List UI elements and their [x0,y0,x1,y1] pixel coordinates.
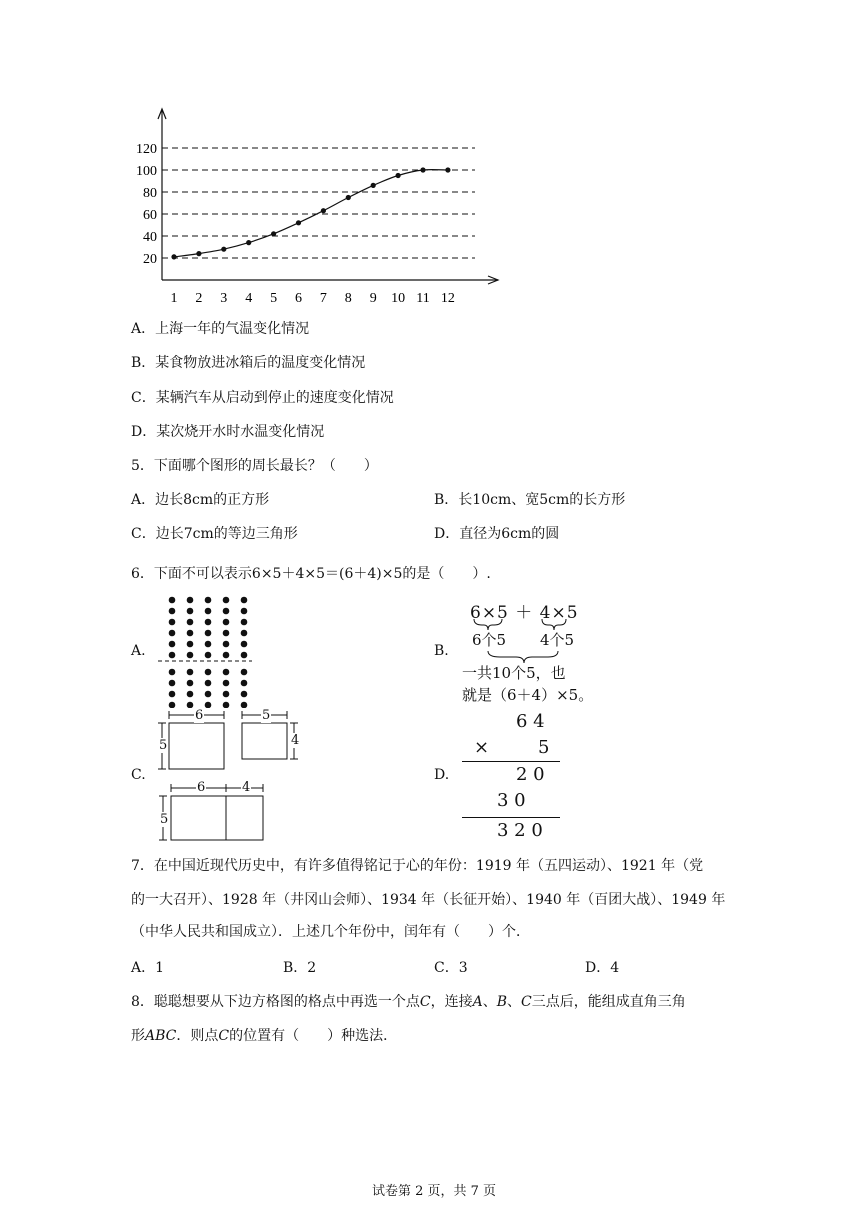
q4-option-a: A．上海一年的气温变化情况 [131,321,310,337]
q8-line2 [131,1025,397,1045]
q8-text-1: 8．聪聪想要从下边方格图的格点中再选一个点 [131,994,420,1010]
x-tick-label: 8 [344,291,352,305]
q8-text-6: 的位置有（ ）种选法． [229,1028,398,1044]
dot [241,691,248,698]
data-point [371,183,376,188]
dot [223,630,230,637]
q8-point-a: A [472,994,483,1010]
y-tick-label: 120 [136,142,157,157]
data-point [346,195,351,200]
x-tick-label: 4 [245,291,253,305]
dot-array-figure [156,592,256,708]
d-partial-2: 3 0 [497,790,526,811]
dot [187,691,194,698]
dot [241,608,248,615]
y-tick-label: 20 [143,252,157,267]
q6-stem: 6．下面不可以表示6×5＋4×5＝(6＋4)×5的是（ ）. [131,566,491,582]
dot [241,641,248,648]
q6-b-left-brace-label: 6个5 [472,631,507,649]
dot [187,669,194,676]
data-point [271,231,276,236]
dot [241,597,248,604]
q4-option-d: D．某次烧开水时水温变化情况 [131,424,325,440]
q5-stem: 5．下面哪个图形的周长最长？（ ） [131,458,378,474]
q8-sep-2: 、 [507,994,522,1010]
q8-point-c-3: C [218,1028,230,1044]
q8-text-5: ．则点 [176,1028,219,1044]
d-multiplier: 5 [538,737,550,758]
c-height-3: 5 [160,812,169,827]
dot [169,669,176,676]
dot [223,691,230,698]
q8-point-b: B [496,994,508,1010]
x-tick-label: 10 [391,291,406,305]
q6-label-c: C. [131,767,146,783]
data-point [445,167,450,172]
dot [187,619,194,626]
q8-sep-1: 、 [482,994,497,1010]
dot [241,669,248,676]
dot [169,619,176,626]
dot [223,669,230,676]
y-tick-label: 100 [136,164,157,179]
c-width-4: 4 [242,780,251,795]
dot [241,652,248,659]
q5-option-c: C．边长7cm的等边三角形 [131,526,298,542]
x-tick-label: 11 [416,291,430,305]
d-result: 3 2 0 [497,820,543,841]
y-tick-label: 60 [143,208,157,223]
data-point [420,167,425,172]
q7-line1: 7．在中国近现代历史中，有许多值得铭记于心的年份：1919 年（五四运动）、1921 年（党 [131,858,704,874]
d-rule-1 [462,761,560,762]
dot [187,652,194,659]
x-tick-labels [171,291,455,305]
dot [169,652,176,659]
q6-b-expression: 6×5 ＋ 4×5 [470,603,579,623]
dot [187,630,194,637]
q6-b-text-line1: 一共10个5，也 [462,664,566,682]
data-point [246,240,251,245]
q7-option-a: A．1 [131,960,165,976]
c-width-3: 6 [197,780,206,795]
y-tick-label: 40 [143,230,157,245]
dot [169,630,176,637]
dot [205,691,212,698]
c-width-1: 6 [195,708,204,723]
dot [187,597,194,604]
dot [241,630,248,637]
x-tick-label: 1 [170,291,178,305]
q7-line2: 的一大召开）、1928 年（井冈山会师）、1934 年（长征开始）、1940 年（百团大战）、1949 年 [131,892,726,908]
q8-triangle-abc: ABC [145,1028,177,1044]
dot [205,652,212,659]
q8-text-4: 形 [131,1028,145,1044]
dot [223,597,230,604]
chart-grid [162,148,475,258]
x-tick-label: 7 [319,291,327,305]
rectangle-figures [156,706,306,846]
dot [223,619,230,626]
q6-b-text-line2: 就是（6＋4）×5。 [462,686,594,704]
dot [223,608,230,615]
q5-option-a: A．边长8cm的正方形 [131,492,270,508]
dot [223,652,230,659]
dot [187,608,194,615]
dot [187,680,194,687]
q6-label-a: A. [131,643,146,659]
q7-option-d: D．4 [585,960,620,976]
q5-option-d: D．直径为6cm的圆 [434,526,560,542]
q5-option-b: B．长10cm、宽5cm的长方形 [434,492,626,508]
q7-line3: （中华人民共和国成立）．上述几个年份中，闰年有（ ）个． [131,924,530,940]
series-line [174,170,448,257]
dot [205,641,212,648]
q8-point-c-2: C [521,994,532,1010]
q7-option-b: B．2 [283,960,317,976]
y-tick-labels [136,142,157,267]
data-point [171,254,176,259]
data-point [296,220,301,225]
dot [169,680,176,687]
x-tick-label: 6 [295,291,302,305]
x-tick-label: 3 [220,291,228,305]
d-rule-2 [462,817,560,818]
q8-point-c: C [419,994,431,1010]
page-footer: 试卷第 2 页，共 7 页 [371,1184,497,1199]
q8-text-2: ，连接 [430,994,473,1010]
c-height-2: 4 [291,733,300,748]
x-tick-label: 2 [195,291,203,305]
dot [223,641,230,648]
data-point [396,173,401,178]
dot [169,691,176,698]
dot [205,669,212,676]
dot [169,597,176,604]
dot [223,680,230,687]
dot [169,608,176,615]
dot [205,608,212,615]
q7-option-c: C．3 [434,960,468,976]
q8-line1 [131,991,686,1011]
x-tick-label: 5 [270,291,278,305]
dot [241,619,248,626]
dot [205,680,212,687]
data-point [196,251,201,256]
data-point [221,247,226,252]
x-tick-label: 12 [440,291,455,305]
y-tick-label: 80 [143,186,157,201]
dot [187,641,194,648]
dot [205,597,212,604]
series-points [171,167,450,259]
dot [241,680,248,687]
c-height-1: 5 [159,738,168,753]
q6-label-d: D. [434,767,450,783]
x-tick-label: 9 [369,291,377,305]
d-times-sign: × [474,737,490,758]
c-width-2: 5 [262,708,271,723]
d-multiplicand: 6 4 [516,711,545,732]
q8-text-3: 三点后，能组成直角三角 [531,994,686,1010]
dot [205,619,212,626]
dot [205,630,212,637]
data-point [321,208,326,213]
q6-b-right-brace-label: 4个5 [540,631,575,649]
dot [169,641,176,648]
line-chart [120,105,510,305]
d-partial-1: 2 0 [516,764,545,785]
q4-option-c: C．某辆汽车从启动到停止的速度变化情况 [131,390,394,406]
q6-label-b: B. [434,643,449,659]
q4-option-b: B．某食物放进冰箱后的温度变化情况 [131,355,366,371]
